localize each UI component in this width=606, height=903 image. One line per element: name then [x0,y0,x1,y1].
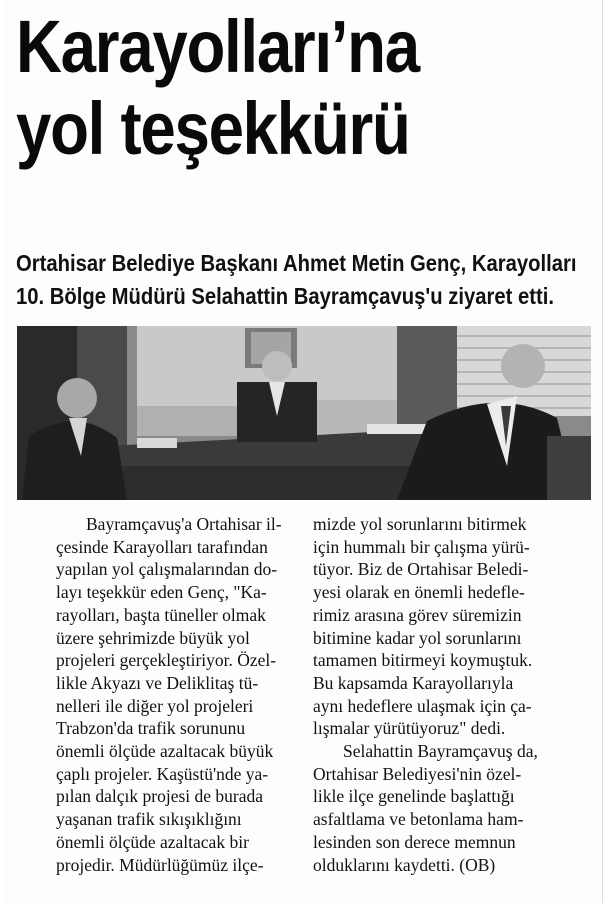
subheadline-line-1: Ortahisar Belediye Başkanı Ahmet Metin Genç, Karayolları [16,250,577,276]
body-line: Bu kapsamda Karayollarıyla [313,672,514,693]
subheadline-line-2: 10. Bölge Müdürü Selahattin Bayramçavuş'u ziyaret etti. [16,283,554,309]
body-line: yesi olarak en önemli hedefle- [313,582,525,603]
body-line: çesinde Karayolları tarafından [56,536,268,557]
body-line: aynı hedeflere ulaşmak için ça- [313,695,532,716]
body-line: Trabzon'da trafik sorununu [56,718,246,739]
body-line: olduklarını kaydetti. (OB) [313,854,496,875]
newspaper-clipping [4,0,603,903]
body-line: layı teşekkür eden Genç, "Ka- [56,582,267,603]
article-column-left [56,513,306,876]
photo-meeting-icon [17,326,591,500]
body-line: projeleri gerçekleştiriyor. Özel- [56,650,277,671]
headline-line-2: yol teşekkürü [16,87,410,170]
body-line: önemli ölçüde azaltacak büyük [56,741,274,762]
body-line: likle Akyazı ve Deliklitaş tü- [56,672,259,693]
subheadline [16,247,579,313]
body-line: projedir. Müdürlüğümüz ilçe- [56,854,264,875]
body-line: tüyor. Biz de Ortahisar Beledi- [313,559,529,580]
body-line: lesinden son derece memnun [313,831,516,852]
article-column-right [313,513,593,876]
body-line: için hummalı bir çalışma yürü- [313,536,530,557]
body-line: Selahattin Bayramçavuş da, [343,741,538,762]
body-line: bitimine kadar yol sorunlarını [313,627,522,648]
body-line: Ortahisar Belediyesi'nin özel- [313,763,522,784]
body-line: nelleri ile diğer yol projeleri [56,695,254,716]
body-line: tamamen bitirmeyi koymuştuk. [313,650,533,671]
body-line: yaşanan trafik sıkışıklığını [56,809,242,830]
body-line: Bayramçavuş'a Ortahisar il- [86,514,282,534]
body-line: asfaltlama ve betonlama ham- [313,809,524,830]
article-photo [17,326,591,500]
body-line: lışmalar yürütüyoruz" dedi. [313,718,506,739]
body-line: üzere şehrimizde büyük yol [56,627,250,648]
body-line: yapılan yol çalışmalarından do- [56,559,278,580]
body-line: rimiz arasına görev süremizin [313,604,522,625]
body-line: likle ilçe genelinde başlattığı [313,786,515,807]
headline [16,6,515,170]
body-line: mizde yol sorunlarını bitirmek [313,514,527,534]
body-line: önemli ölçüde azaltacak bir [56,831,249,852]
body-line: rayolları, başta tüneller olmak [56,604,266,625]
headline-line-1: Karayolları’na [16,5,419,88]
body-line: çaplı projeler. Kaşüstü'nde ya- [56,763,269,784]
body-line: pılan dalçık projesi de burada [56,786,264,807]
